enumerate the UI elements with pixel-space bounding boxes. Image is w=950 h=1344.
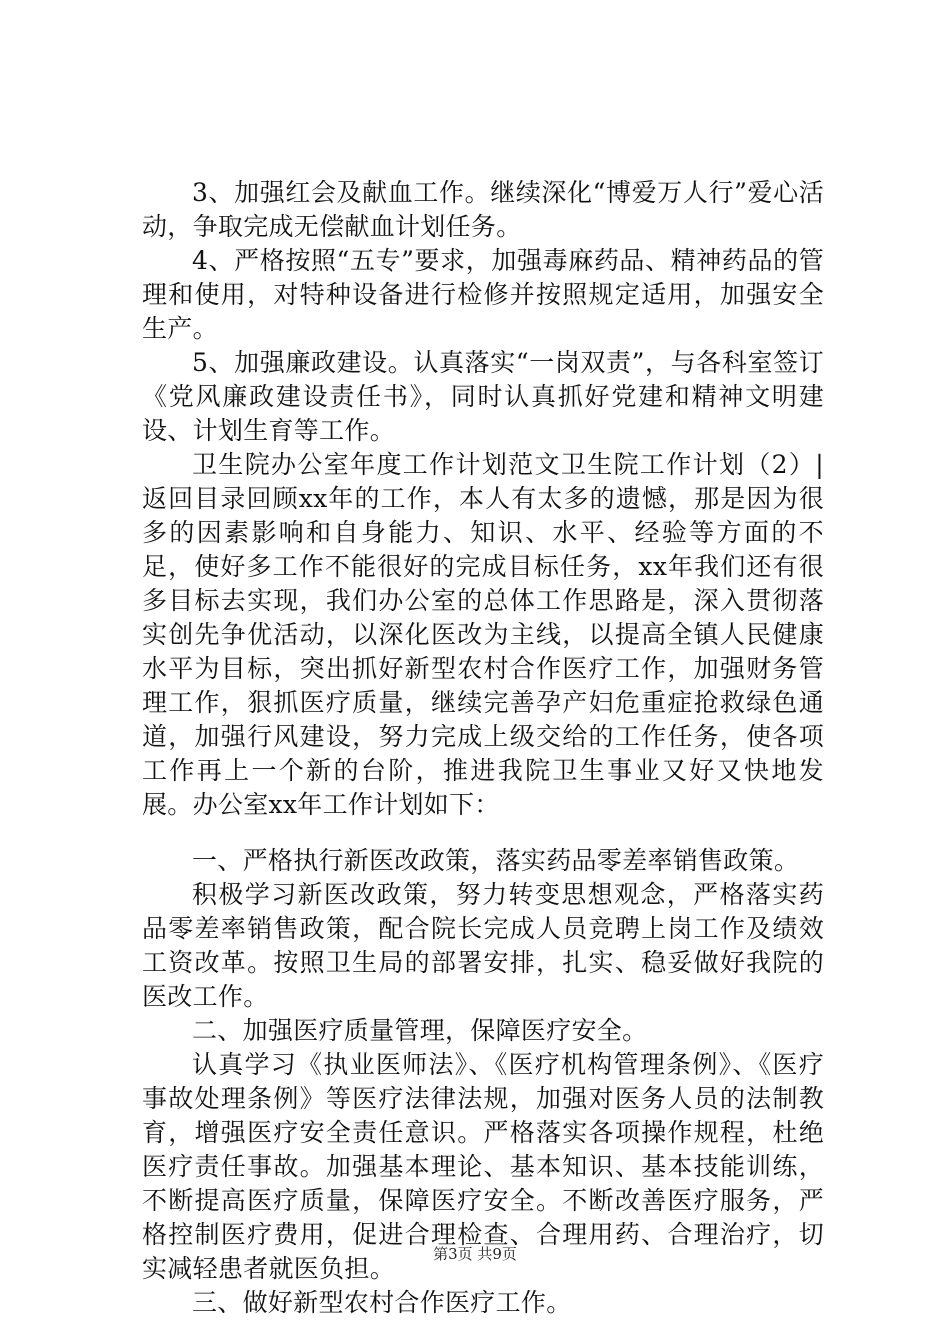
page-number-footer: 第3页 共9页 <box>433 1245 517 1263</box>
document-body <box>142 176 824 1320</box>
section-body-2: 认真学习《执业医师法》、《医疗机构管理条例》、《医疗事故处理条例》等医疗法律法规，加强对医务人员的法制教育，增强医疗安全责任意识。严格落实各项操作规程，杜绝医疗责任事故。加强基本理论、基本知识、基本技能训练，不断提高医疗质量，保障医疗安全。不断改善医疗服务，严格控制医疗费用，促进合理检查、合理用药、合理治疗，切实减轻患者就医负担。 <box>142 1050 824 1283</box>
paragraph-item-4: 4、严格按照“五专”要求，加强毒麻药品、精神药品的管理和使用，对特种设备进行检修并按照规定适用，加强安全生产。 <box>142 246 824 343</box>
section-heading-3: 三、做好新型农村合作医疗工作。 <box>192 1288 572 1317</box>
paragraph-item-3: 3、加强红会及献血工作。继续深化“博爱万人行”爱心活动，争取完成无偿献血计划任务。 <box>142 178 824 241</box>
section-heading-2: 二、加强医疗质量管理，保障医疗安全。 <box>192 1016 648 1045</box>
section-body-1: 积极学习新医改政策，努力转变思想观念，严格落实药品零差率销售政策，配合院长完成人员竞聘上岗工作及绩效工资改革。按照卫生局的部署安排，扎实、稳妥做好我院的医改工作。 <box>142 880 824 1011</box>
section-heading-1: 一、严格执行新医改政策，落实药品零差率销售政策。 <box>192 846 800 875</box>
paragraph-plan-intro: 卫生院办公室年度工作计划范文卫生院工作计划（2）|返回目录回顾xx年的工作，本人有太多的遗憾，那是因为很多的因素影响和自身能力、知识、水平、经验等方面的不足，使好多工作不能很好的完成目标任务，xx年我们还有很多目标去实现，我们办公室的总体工作思路是，深入贯彻落实创先争优活动，以深化医改为主线，以提高全镇人民健康水平为目标，突出抓好新型农村合作医疗工作，加强财务管理工作，狠抓医疗质量，继续完善孕产妇危重症抢救绿色通道，加强行风建设，努力完成上级交给的工作任务，使各项工作再上一个新的台阶，推进我院卫生事业又好又快地发展。办公室xx年工作计划如下： <box>142 450 824 819</box>
paragraph-item-5: 5、加强廉政建设。认真落实“一岗双责”，与各科室签订《党风廉政建设责任书》，同时认真抓好党建和精神文明建设、计划生育等工作。 <box>142 348 824 445</box>
